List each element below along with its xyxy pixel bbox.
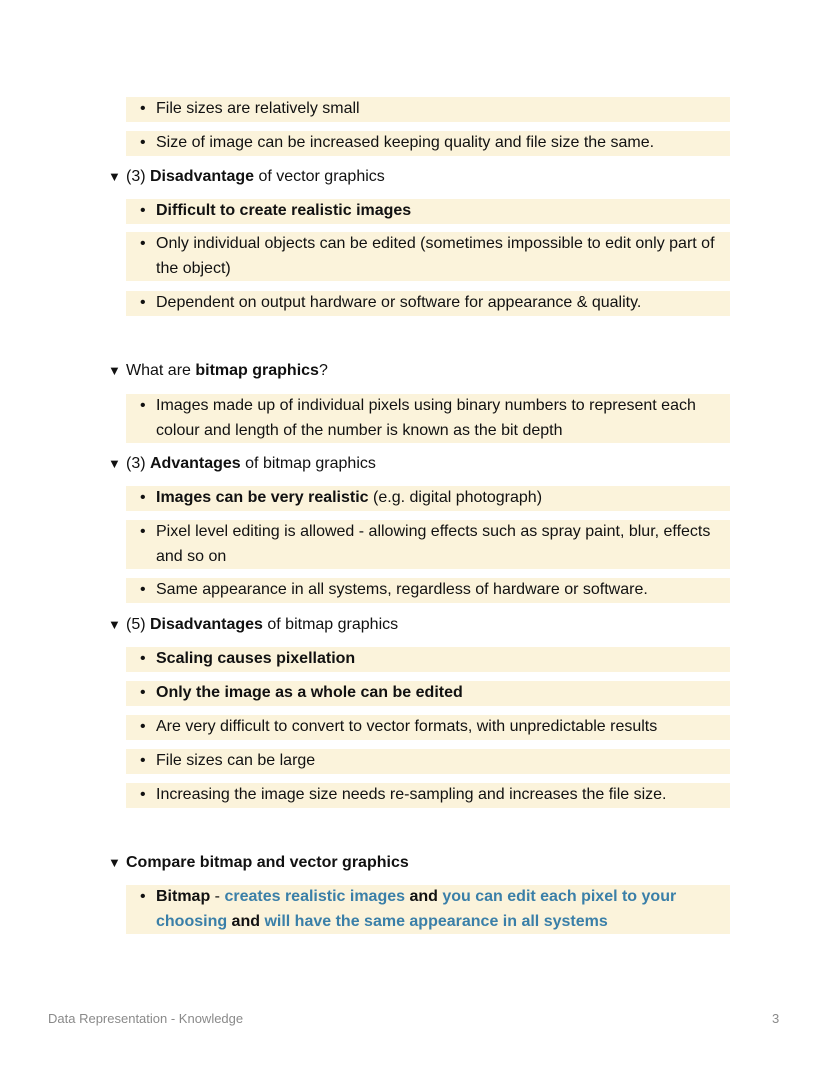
heading-bold: Disadvantage: [150, 168, 255, 185]
item-text: Only individual objects can be edited (sometimes impossible to edit only part of the object): [156, 235, 715, 277]
item-highlight: you can edit each pixel to your choosing: [156, 888, 677, 930]
item-text: and: [405, 888, 443, 905]
item-text: Dependent on output hardware or software for appearance & quality.: [156, 294, 642, 311]
item-text: Size of image can be increased keeping quality and file size the same.: [156, 134, 655, 151]
list-item: • Increasing the image size needs re-sampling and increases the file size.: [126, 783, 730, 808]
list-item: • Pixel level editing is allowed - allowing effects such as spray paint, blur, effects and so on: [126, 520, 730, 569]
heading-text: of vector graphics: [254, 168, 385, 185]
heading-text: ?: [318, 362, 328, 379]
item-text: Pixel level editing is allowed - allowing effects such as spray paint, blur, effects and so on: [156, 523, 711, 565]
heading-bold: bitmap graphics: [195, 362, 319, 379]
triangle-down-icon[interactable]: ▼: [108, 169, 121, 184]
triangle-down-icon[interactable]: ▼: [108, 363, 121, 378]
item-text: Difficult to create realistic images: [156, 202, 412, 219]
heading-text: (3): [126, 168, 150, 185]
item-text: Increasing the image size needs re-sampling and increases the file size.: [156, 786, 667, 803]
list-item: • File sizes can be large: [126, 749, 730, 774]
heading-text: (3): [126, 455, 150, 472]
item-text: Only the image as a whole can be edited: [156, 684, 463, 701]
list-item: • Bitmap - creates realistic images and you can edit each pixel to your choosing and will have the same appearance in all systems: [126, 885, 730, 934]
item-text: File sizes are relatively small: [156, 100, 360, 117]
list-item: • Only the image as a whole can be edited: [126, 681, 730, 706]
heading-bold: Advantages: [150, 455, 241, 472]
heading-text: of bitmap graphics: [240, 455, 376, 472]
toggle-bitmap-graphics[interactable]: [108, 359, 328, 383]
item-text: Scaling causes pixellation: [156, 650, 356, 667]
item-text: Are very difficult to convert to vector formats, with unpredictable results: [156, 718, 658, 735]
toggle-advantages-bitmap[interactable]: [108, 452, 376, 476]
item-highlight: creates realistic images: [224, 888, 406, 905]
heading-bold: Disadvantages: [150, 616, 263, 633]
item-text: and: [227, 912, 265, 930]
item-text: Images can be very realistic: [156, 489, 369, 506]
list-item: • File sizes are relatively small: [126, 97, 730, 122]
item-text: Images made up of individual pixels using binary numbers to represent each colour and length of the number is known as the bit depth: [156, 397, 696, 439]
list-item: • Dependent on output hardware or software for appearance & quality.: [126, 291, 730, 316]
list-item: • Images made up of individual pixels using binary numbers to represent each colour and length of the number is known as the bit depth: [126, 394, 730, 443]
list-item: • Difficult to create realistic images: [126, 199, 730, 224]
toggle-disadvantages-bitmap[interactable]: [108, 613, 398, 637]
item-text: (e.g. digital photograph): [368, 489, 543, 506]
item-text: -: [210, 888, 225, 905]
footer-title: Data Representation - Knowledge: [48, 1011, 244, 1026]
toggle-disadvantages-vector[interactable]: [108, 165, 385, 189]
item-text: Same appearance in all systems, regardless of hardware or software.: [156, 581, 648, 598]
heading-text: (5): [126, 616, 150, 633]
triangle-down-icon[interactable]: ▼: [108, 617, 121, 632]
list-item: • Scaling causes pixellation: [126, 647, 730, 672]
item-highlight: will have the same appearance in all systems: [264, 912, 608, 930]
triangle-down-icon[interactable]: ▼: [108, 855, 121, 870]
list-item: • Size of image can be increased keeping quality and file size the same.: [126, 131, 730, 156]
heading-text: of bitmap graphics: [262, 616, 399, 633]
list-item: • Only individual objects can be edited (sometimes impossible to edit only part of the object): [126, 232, 730, 281]
heading-text: What are: [126, 362, 196, 379]
page-number: 3: [772, 1011, 780, 1026]
list-item: • Same appearance in all systems, regardless of hardware or software.: [126, 578, 730, 603]
heading-bold: Compare bitmap and vector graphics: [126, 854, 409, 871]
list-item: • Images can be very realistic (e.g. digital photograph): [126, 486, 730, 511]
triangle-down-icon[interactable]: ▼: [108, 456, 121, 471]
toggle-compare[interactable]: [108, 851, 409, 875]
item-text: File sizes can be large: [156, 752, 316, 769]
list-item: • Are very difficult to convert to vector formats, with unpredictable results: [126, 715, 730, 740]
item-text: Bitmap: [156, 888, 211, 905]
